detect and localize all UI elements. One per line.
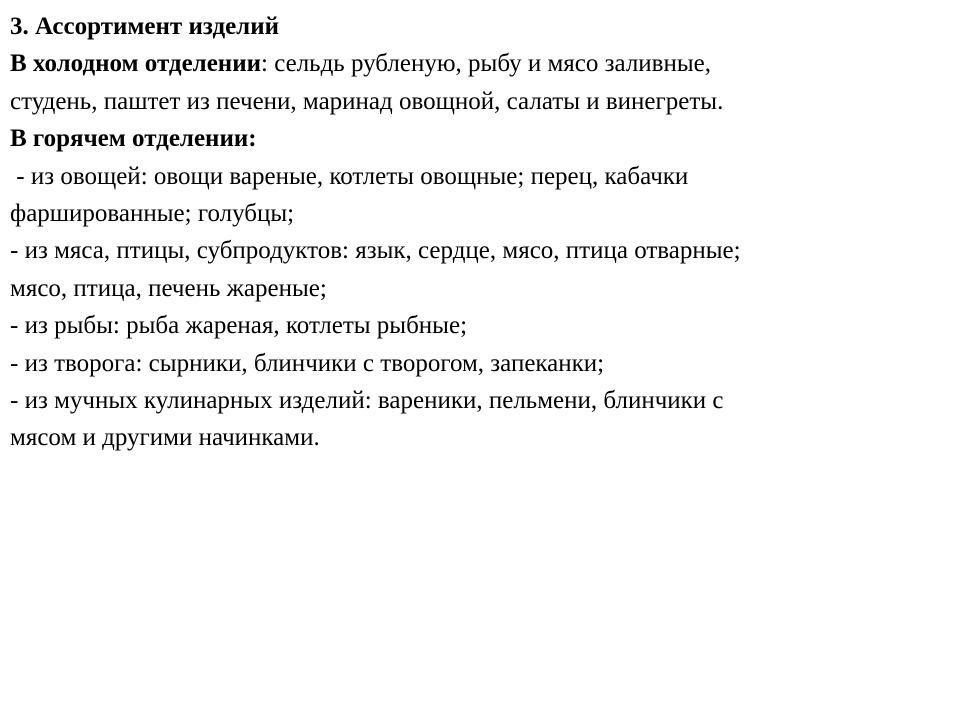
- section-heading: 3. Ассортимент изделий: [10, 13, 280, 40]
- hot-dept-line: - из овощей: овощи вареные, котлеты овощные; перец, кабачки: [10, 162, 689, 190]
- cold-dept-label: В холодном отделении: [10, 50, 262, 78]
- hot-dept-label: В горячем отделении:: [10, 125, 257, 153]
- hot-dept-line: фаршированные; голубцы;: [10, 200, 295, 228]
- hot-dept-line: - из рыбы: рыба жареная, котлеты рыбные;: [10, 312, 468, 340]
- cold-dept-line-1: [10, 45, 950, 82]
- hot-dept-line: мясо, птица, печень жареные;: [10, 274, 327, 302]
- slide-body: [10, 8, 950, 457]
- hot-dept-line: мясом и другими начинками.: [10, 424, 320, 452]
- cold-dept-line-2: студень, паштет из печени, маринад овощной, салаты и винегреты.: [10, 87, 724, 115]
- hot-dept-line: - из творога: сырники, блинчики с творогом, запеканки;: [10, 349, 605, 377]
- hot-dept-line: - из мяса, птицы, субпродуктов: язык, сердце, мясо, птица отварные;: [10, 237, 741, 265]
- hot-dept-line: - из мучных кулинарных изделий: вареники, пельмени, блинчики с: [10, 387, 724, 415]
- cold-dept-text: : сельдь рубленую, рыбу и мясо заливные,: [261, 50, 712, 78]
